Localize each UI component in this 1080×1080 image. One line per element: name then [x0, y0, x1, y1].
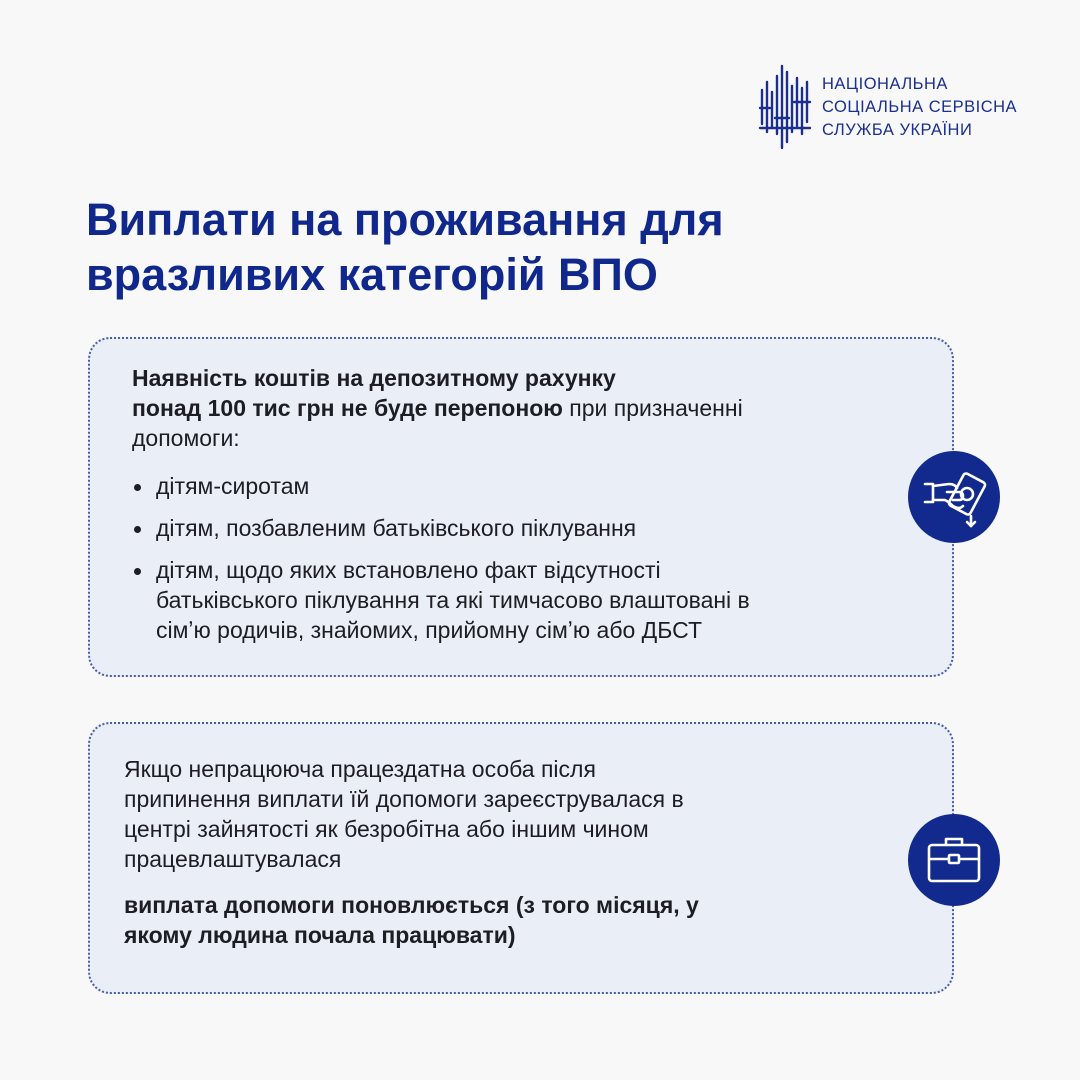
- logo-text: [822, 73, 1017, 142]
- list-item-line: дітям, щодо яких встановлено факт відсутності: [156, 557, 661, 583]
- card1-intro-rest-1: при призначенні: [562, 395, 743, 421]
- list-item: [132, 471, 892, 501]
- page-title: [86, 192, 724, 302]
- card2-para2-line: виплата допомоги поновлюється (з того місяця, у: [124, 892, 699, 918]
- card2-para2-line: якому людина почала працювати): [124, 922, 516, 948]
- list-item-line: сімʼю родичів, знайомих, прийомну сімʼю або ДБСТ: [156, 617, 702, 643]
- card1-text: [132, 363, 892, 657]
- list-item-line: дітям-сиротам: [156, 473, 310, 499]
- beneficiaries-list: [132, 471, 892, 645]
- deposit-info-card: [88, 337, 954, 677]
- card2-para1-line: працевлаштувалася: [124, 846, 342, 872]
- list-item-line: дітям, позбавленим батьківського піклування: [156, 515, 637, 541]
- card2-para1-line: Якщо непрацююча працездатна особа після: [124, 756, 596, 782]
- title-line-1: Виплати на проживання для: [86, 194, 724, 245]
- employment-info-card: [88, 722, 954, 994]
- logo-line-1: НАЦІОНАЛЬНА: [822, 74, 948, 93]
- briefcase-icon-badge: [908, 814, 1000, 906]
- card2-text: [124, 754, 844, 950]
- logo-line-3: СЛУЖБА УКРАЇНИ: [822, 120, 973, 139]
- list-item: [132, 513, 892, 543]
- card2-paragraph-2: [124, 890, 844, 950]
- briefcase-icon: [919, 825, 989, 895]
- logo: [758, 62, 1017, 152]
- card2-paragraph-1: [124, 754, 844, 874]
- card1-intro-rest-2: допомоги:: [132, 425, 240, 451]
- nssu-logo-icon: [758, 62, 814, 152]
- title-line-2: вразливих категорій ВПО: [86, 249, 658, 300]
- hand-money-icon-badge: [908, 451, 1000, 543]
- card2-para1-line: центрі зайнятості як безробітна або іншим чином: [124, 816, 649, 842]
- card2-para1-line: припинення виплати їй допомоги зареєструвалася в: [124, 786, 684, 812]
- logo-line-2: СОЦІАЛЬНА СЕРВІСНА: [822, 97, 1018, 116]
- card1-intro-bold-2: понад 100 тис грн не буде перепоною: [132, 395, 563, 421]
- list-item-line: батьківського піклування та які тимчасово влаштовані в: [156, 587, 750, 613]
- card1-intro-line-2: [132, 393, 892, 423]
- card1-intro-bold-1: Наявність коштів на депозитному рахунку: [132, 365, 616, 391]
- list-item: [132, 555, 892, 645]
- hand-money-icon: [919, 462, 989, 532]
